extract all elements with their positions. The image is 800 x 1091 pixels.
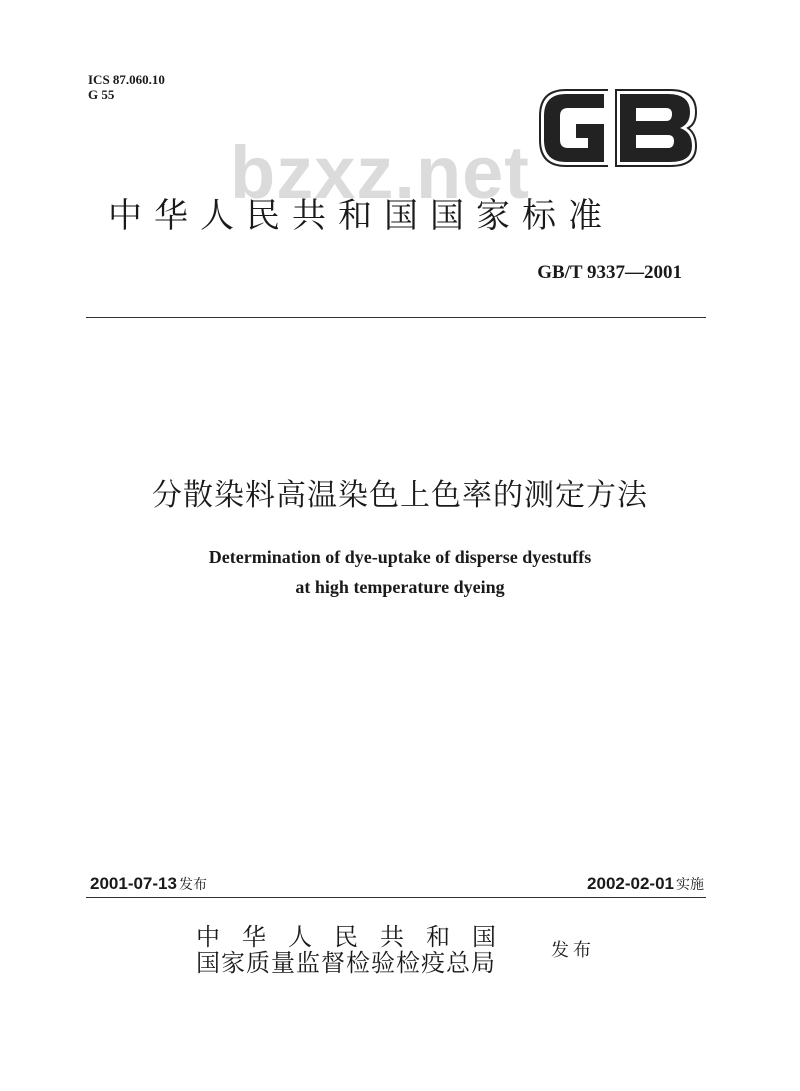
issuer-action: 发布 [551,940,595,961]
ics-code: ICS 87.060.10 [88,72,165,87]
title-english [0,542,800,602]
national-standard-title: 中华人民共和国国家标准 [108,196,614,236]
title-english-line1: Determination of dye-uptake of disperse dyestuffs [208,547,592,567]
classification-codes [88,72,165,102]
effective-date [587,874,704,894]
title-chinese: 分散染料高温染色上色率的测定方法 [152,478,648,513]
standard-number: GB/T 9337—2001 [537,262,682,283]
effective-date-value: 2002-02-01 [587,874,674,893]
issuer-block [196,924,518,976]
watermark: bzxz.net [230,131,530,214]
issuer-line1: 中华人民共和国 [196,923,518,951]
top-divider [86,317,706,318]
title-english-line2: at high temperature dyeing [295,577,505,597]
issuer-line2: 国家质量监督检验检疫总局 [196,949,496,977]
bottom-divider [86,897,706,898]
issue-date [90,874,207,894]
gb-logo-icon [538,84,698,172]
issue-date-value: 2001-07-13 [90,874,177,893]
ccs-code: G 55 [88,87,115,102]
effective-date-label: 实施 [676,877,704,893]
issue-date-label: 发布 [178,877,207,893]
